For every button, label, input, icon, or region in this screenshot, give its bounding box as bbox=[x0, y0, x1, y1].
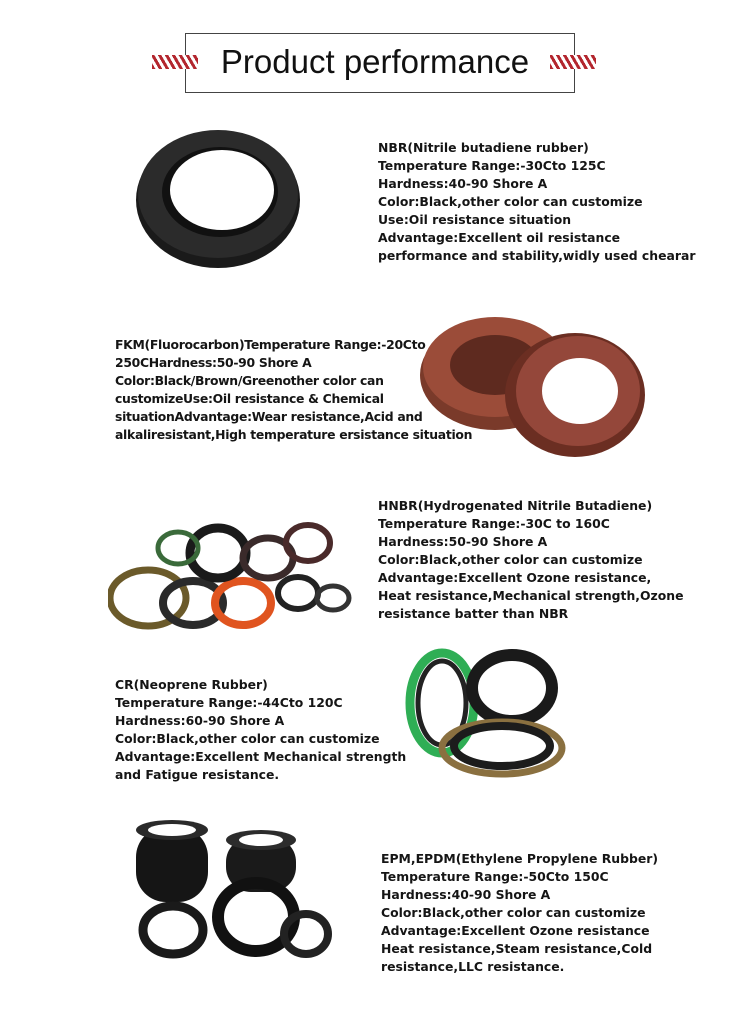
text-line: HNBR(Hydrogenated Nitrile Butadiene) bbox=[378, 498, 653, 513]
epdm-seals-stack-image bbox=[128, 812, 333, 964]
cr-seals-image bbox=[402, 648, 572, 783]
text-line: Hardness:40-90 Shore A bbox=[381, 887, 551, 902]
text-line: 250CHardness:50-90 Shore A bbox=[115, 355, 312, 370]
text-line: Advantage:Excellent Mechanical strength bbox=[115, 749, 407, 764]
text-line: Hardness:60-90 Shore A bbox=[115, 713, 285, 728]
text-line: Hardness:40-90 Shore A bbox=[378, 176, 548, 191]
hnbr-assorted-seals-image bbox=[108, 508, 353, 633]
product-nbr-description bbox=[378, 139, 695, 265]
text-line: Color:Black,other color can customize bbox=[115, 731, 380, 746]
text-line: Advantage:Excellent Ozone resistance, bbox=[378, 570, 652, 585]
text-line: customizeUse:Oil resistance & Chemical bbox=[115, 391, 384, 406]
text-line: situationAdvantage:Wear resistance,Acid and bbox=[115, 409, 423, 424]
text-line: NBR(Nitrile butadiene rubber) bbox=[378, 140, 589, 155]
product-epdm-description bbox=[381, 850, 658, 976]
text-line: Heat resistance,Mechanical strength,Ozone bbox=[378, 588, 684, 603]
text-line: Color:Black,other color can customize bbox=[378, 194, 643, 209]
text-line: Temperature Range:-30C to 160C bbox=[378, 516, 610, 531]
text-line: Color:Black/Brown/Greenother color can bbox=[115, 373, 384, 388]
product-hnbr-description bbox=[378, 497, 683, 623]
text-line: alkaliresistant,High temperature ersistance situation bbox=[115, 427, 473, 442]
text-line: performance and stability,widly used chearar bbox=[378, 248, 696, 263]
text-line: resistance,LLC resistance. bbox=[381, 959, 565, 974]
text-line: Color:Black,other color can customize bbox=[381, 905, 646, 920]
text-line: Color:Black,other color can customize bbox=[378, 552, 643, 567]
text-line: Temperature Range:-50Cto 150C bbox=[381, 869, 609, 884]
text-line: CR(Neoprene Rubber) bbox=[115, 677, 268, 692]
text-line: FKM(Fluorocarbon)Temperature Range:-20Cto bbox=[115, 337, 426, 352]
product-cr-description bbox=[115, 676, 406, 784]
nbr-oil-seal-image bbox=[130, 118, 305, 273]
product-fkm-description bbox=[115, 336, 472, 444]
text-line: Temperature Range:-44Cto 120C bbox=[115, 695, 343, 710]
text-line: Temperature Range:-30Cto 125C bbox=[378, 158, 606, 173]
text-line: Hardness:50-90 Shore A bbox=[378, 534, 548, 549]
text-line: EPM,EPDM(Ethylene Propylene Rubber) bbox=[381, 851, 658, 866]
text-line: Heat resistance,Steam resistance,Cold bbox=[381, 941, 653, 956]
text-line: and Fatigue resistance. bbox=[115, 767, 280, 782]
text-line: Advantage:Excellent Ozone resistance bbox=[381, 923, 650, 938]
text-line: Advantage:Excellent oil resistance bbox=[378, 230, 621, 245]
page-title: Product performance bbox=[217, 43, 533, 80]
text-line: resistance batter than NBR bbox=[378, 606, 569, 621]
text-line: Use:Oil resistance situation bbox=[378, 212, 572, 227]
